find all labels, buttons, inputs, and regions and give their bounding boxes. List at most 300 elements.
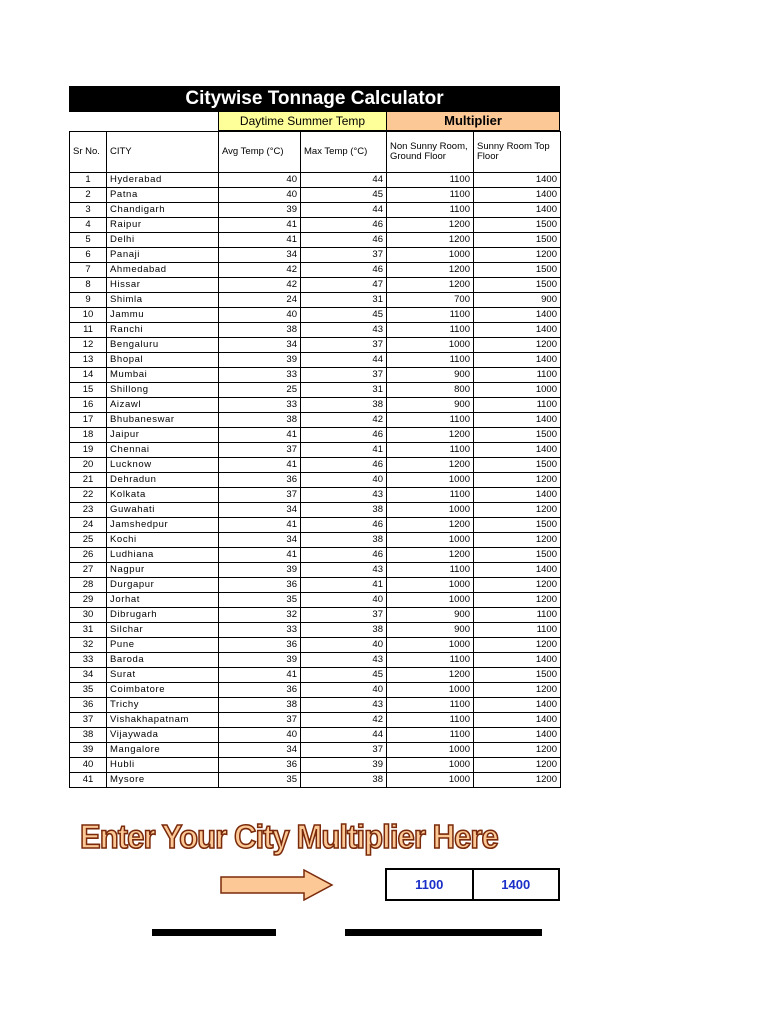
table-row <box>70 488 561 503</box>
non-sunny-cell: 900 <box>387 623 474 638</box>
max-temp-cell: 47 <box>301 278 387 293</box>
column-header-avg-temp: Avg Temp (°C) <box>219 132 301 173</box>
sunny-cell: 1400 <box>474 353 561 368</box>
avg-temp-cell: 38 <box>219 323 301 338</box>
non-sunny-cell: 1000 <box>387 743 474 758</box>
sunny-cell: 1200 <box>474 743 561 758</box>
city-cell: Shillong <box>107 383 219 398</box>
table-row <box>70 728 561 743</box>
avg-temp-cell: 24 <box>219 293 301 308</box>
table-row <box>70 398 561 413</box>
non-sunny-cell: 1100 <box>387 563 474 578</box>
city-cell: Durgapur <box>107 578 219 593</box>
max-temp-cell: 46 <box>301 518 387 533</box>
avg-temp-cell: 37 <box>219 713 301 728</box>
table-row <box>70 653 561 668</box>
city-cell: Aizawl <box>107 398 219 413</box>
city-cell: Patna <box>107 188 219 203</box>
max-temp-cell: 44 <box>301 353 387 368</box>
city-cell: Mysore <box>107 773 219 788</box>
sunny-multiplier-input[interactable]: 1400 <box>472 870 559 899</box>
non-sunny-cell: 1100 <box>387 728 474 743</box>
sr-no-cell: 12 <box>70 338 107 353</box>
non-sunny-cell: 1000 <box>387 683 474 698</box>
city-cell: Hissar <box>107 278 219 293</box>
max-temp-cell: 31 <box>301 293 387 308</box>
table-row <box>70 593 561 608</box>
city-cell: Vishakhapatnam <box>107 713 219 728</box>
city-cell: Ahmedabad <box>107 263 219 278</box>
sunny-cell: 1400 <box>474 413 561 428</box>
table-row <box>70 548 561 563</box>
city-cell: Bengaluru <box>107 338 219 353</box>
sunny-cell: 1500 <box>474 668 561 683</box>
non-sunny-cell: 1200 <box>387 668 474 683</box>
sr-no-cell: 27 <box>70 563 107 578</box>
avg-temp-cell: 33 <box>219 368 301 383</box>
table-row <box>70 743 561 758</box>
sr-no-cell: 3 <box>70 203 107 218</box>
table-row <box>70 533 561 548</box>
sunny-cell: 1400 <box>474 728 561 743</box>
table-row <box>70 263 561 278</box>
sunny-cell: 1200 <box>474 758 561 773</box>
avg-temp-cell: 33 <box>219 623 301 638</box>
sunny-cell: 1200 <box>474 593 561 608</box>
avg-temp-cell: 41 <box>219 428 301 443</box>
column-header-sr-no: Sr No. <box>70 132 107 173</box>
city-cell: Dibrugarh <box>107 608 219 623</box>
avg-temp-cell: 39 <box>219 203 301 218</box>
city-cell: Jaipur <box>107 428 219 443</box>
non-sunny-cell: 1000 <box>387 578 474 593</box>
city-cell: Delhi <box>107 233 219 248</box>
sr-no-cell: 20 <box>70 458 107 473</box>
sr-no-cell: 39 <box>70 743 107 758</box>
city-cell: Mumbai <box>107 368 219 383</box>
table-row <box>70 203 561 218</box>
table-row <box>70 683 561 698</box>
avg-temp-cell: 37 <box>219 488 301 503</box>
max-temp-cell: 46 <box>301 233 387 248</box>
table-row <box>70 698 561 713</box>
max-temp-cell: 43 <box>301 488 387 503</box>
sr-no-cell: 41 <box>70 773 107 788</box>
table-row <box>70 353 561 368</box>
non-sunny-cell: 900 <box>387 608 474 623</box>
avg-temp-cell: 38 <box>219 413 301 428</box>
bottom-header-bar-right <box>345 929 542 936</box>
sunny-cell: 1200 <box>474 503 561 518</box>
non-sunny-cell: 1000 <box>387 248 474 263</box>
city-cell: Jorhat <box>107 593 219 608</box>
sr-no-cell: 15 <box>70 383 107 398</box>
sr-no-cell: 36 <box>70 698 107 713</box>
table-row <box>70 608 561 623</box>
table-row <box>70 473 561 488</box>
city-cell: Dehradun <box>107 473 219 488</box>
avg-temp-cell: 36 <box>219 638 301 653</box>
non-sunny-cell: 1200 <box>387 518 474 533</box>
table-row <box>70 668 561 683</box>
non-sunny-cell: 1200 <box>387 548 474 563</box>
sunny-cell: 1500 <box>474 518 561 533</box>
city-cell: Chandigarh <box>107 203 219 218</box>
city-cell: Bhubaneswar <box>107 413 219 428</box>
max-temp-cell: 37 <box>301 608 387 623</box>
sunny-cell: 1000 <box>474 383 561 398</box>
avg-temp-cell: 41 <box>219 518 301 533</box>
sunny-cell: 1100 <box>474 608 561 623</box>
sr-no-cell: 16 <box>70 398 107 413</box>
avg-temp-cell: 35 <box>219 773 301 788</box>
max-temp-cell: 38 <box>301 533 387 548</box>
non-sunny-cell: 1200 <box>387 218 474 233</box>
max-temp-cell: 45 <box>301 188 387 203</box>
sr-no-cell: 30 <box>70 608 107 623</box>
sunny-cell: 1500 <box>474 428 561 443</box>
non-sunny-cell: 1100 <box>387 188 474 203</box>
non-sunny-cell: 1000 <box>387 503 474 518</box>
avg-temp-cell: 34 <box>219 533 301 548</box>
sr-no-cell: 37 <box>70 713 107 728</box>
sr-no-cell: 18 <box>70 428 107 443</box>
avg-temp-cell: 36 <box>219 758 301 773</box>
non-sunny-cell: 1100 <box>387 173 474 188</box>
sunny-cell: 1200 <box>474 683 561 698</box>
sunny-cell: 1200 <box>474 578 561 593</box>
sr-no-cell: 32 <box>70 638 107 653</box>
non-sunny-cell: 1000 <box>387 758 474 773</box>
non-sunny-cell: 1200 <box>387 233 474 248</box>
avg-temp-cell: 40 <box>219 188 301 203</box>
avg-temp-cell: 40 <box>219 728 301 743</box>
city-cell: Kochi <box>107 533 219 548</box>
avg-temp-cell: 40 <box>219 173 301 188</box>
max-temp-cell: 45 <box>301 308 387 323</box>
max-temp-cell: 46 <box>301 263 387 278</box>
city-cell: Hyderabad <box>107 173 219 188</box>
non-sunny-cell: 1000 <box>387 593 474 608</box>
table-row <box>70 248 561 263</box>
non-sunny-cell: 1000 <box>387 773 474 788</box>
max-temp-cell: 37 <box>301 338 387 353</box>
table-row <box>70 773 561 788</box>
city-cell: Coimbatore <box>107 683 219 698</box>
sr-no-cell: 34 <box>70 668 107 683</box>
column-header-sunny-room: Sunny Room Top Floor <box>474 132 561 173</box>
sr-no-cell: 40 <box>70 758 107 773</box>
max-temp-cell: 37 <box>301 368 387 383</box>
max-temp-cell: 45 <box>301 668 387 683</box>
sunny-cell: 1500 <box>474 458 561 473</box>
sunny-cell: 1200 <box>474 473 561 488</box>
max-temp-cell: 43 <box>301 698 387 713</box>
avg-temp-cell: 38 <box>219 698 301 713</box>
sunny-cell: 1200 <box>474 248 561 263</box>
non-sunny-cell: 1200 <box>387 428 474 443</box>
max-temp-cell: 37 <box>301 248 387 263</box>
sr-no-cell: 28 <box>70 578 107 593</box>
city-cell: Bhopal <box>107 353 219 368</box>
sunny-cell: 1400 <box>474 173 561 188</box>
avg-temp-cell: 39 <box>219 653 301 668</box>
table-row <box>70 758 561 773</box>
city-cell: Panaji <box>107 248 219 263</box>
avg-temp-cell: 35 <box>219 593 301 608</box>
avg-temp-cell: 41 <box>219 458 301 473</box>
table-row <box>70 578 561 593</box>
sunny-cell: 1400 <box>474 563 561 578</box>
sunny-cell: 1400 <box>474 488 561 503</box>
table-row <box>70 638 561 653</box>
max-temp-cell: 38 <box>301 503 387 518</box>
avg-temp-cell: 39 <box>219 563 301 578</box>
avg-temp-cell: 34 <box>219 503 301 518</box>
city-cell: Ranchi <box>107 323 219 338</box>
table-row <box>70 413 561 428</box>
sr-no-cell: 35 <box>70 683 107 698</box>
avg-temp-cell: 34 <box>219 338 301 353</box>
table-row <box>70 503 561 518</box>
table-header-row <box>70 132 561 173</box>
max-temp-cell: 42 <box>301 413 387 428</box>
city-cell: Nagpur <box>107 563 219 578</box>
table-row <box>70 278 561 293</box>
non-sunny-cell: 1100 <box>387 713 474 728</box>
non-sunny-cell: 700 <box>387 293 474 308</box>
non-sunny-cell: 800 <box>387 383 474 398</box>
sr-no-cell: 9 <box>70 293 107 308</box>
max-temp-cell: 42 <box>301 713 387 728</box>
column-header-max-temp: Max Temp (°C) <box>301 132 387 173</box>
sr-no-cell: 22 <box>70 488 107 503</box>
column-header-city: CITY <box>107 132 219 173</box>
sunny-cell: 1400 <box>474 713 561 728</box>
table-row <box>70 518 561 533</box>
non-sunny-cell: 1100 <box>387 353 474 368</box>
max-temp-cell: 46 <box>301 548 387 563</box>
max-temp-cell: 40 <box>301 683 387 698</box>
max-temp-cell: 38 <box>301 773 387 788</box>
enter-multiplier-heading: Enter Your City Multiplier Here <box>80 818 498 855</box>
sr-no-cell: 19 <box>70 443 107 458</box>
non-sunny-cell: 900 <box>387 368 474 383</box>
sunny-cell: 1500 <box>474 278 561 293</box>
sr-no-cell: 25 <box>70 533 107 548</box>
sunny-cell: 900 <box>474 293 561 308</box>
city-cell: Ludhiana <box>107 548 219 563</box>
max-temp-cell: 44 <box>301 203 387 218</box>
table-row <box>70 218 561 233</box>
avg-temp-cell: 34 <box>219 743 301 758</box>
max-temp-cell: 41 <box>301 443 387 458</box>
avg-temp-cell: 37 <box>219 443 301 458</box>
table-row <box>70 188 561 203</box>
max-temp-cell: 38 <box>301 623 387 638</box>
city-cell: Silchar <box>107 623 219 638</box>
sunny-cell: 1200 <box>474 533 561 548</box>
max-temp-cell: 40 <box>301 638 387 653</box>
max-temp-cell: 37 <box>301 743 387 758</box>
sr-no-cell: 13 <box>70 353 107 368</box>
table-row <box>70 458 561 473</box>
max-temp-cell: 44 <box>301 173 387 188</box>
non-sunny-cell: 1000 <box>387 638 474 653</box>
city-cell: Baroda <box>107 653 219 668</box>
sunny-cell: 1100 <box>474 368 561 383</box>
sr-no-cell: 14 <box>70 368 107 383</box>
max-temp-cell: 43 <box>301 323 387 338</box>
multiplier-header: Multiplier <box>386 112 560 131</box>
sr-no-cell: 38 <box>70 728 107 743</box>
avg-temp-cell: 33 <box>219 398 301 413</box>
avg-temp-cell: 39 <box>219 353 301 368</box>
city-cell: Lucknow <box>107 458 219 473</box>
sunny-cell: 1400 <box>474 308 561 323</box>
avg-temp-cell: 41 <box>219 218 301 233</box>
sunny-cell: 1100 <box>474 623 561 638</box>
city-cell: Surat <box>107 668 219 683</box>
city-cell: Jamshedpur <box>107 518 219 533</box>
sr-no-cell: 24 <box>70 518 107 533</box>
max-temp-cell: 43 <box>301 563 387 578</box>
max-temp-cell: 46 <box>301 428 387 443</box>
table-row <box>70 173 561 188</box>
sunny-cell: 1400 <box>474 188 561 203</box>
avg-temp-cell: 40 <box>219 308 301 323</box>
sr-no-cell: 17 <box>70 413 107 428</box>
max-temp-cell: 46 <box>301 458 387 473</box>
non-sunny-cell: 900 <box>387 398 474 413</box>
max-temp-cell: 38 <box>301 398 387 413</box>
non-sunny-cell: 1200 <box>387 263 474 278</box>
sunny-cell: 1200 <box>474 638 561 653</box>
table-row <box>70 713 561 728</box>
bottom-header-bar-left <box>152 929 276 936</box>
city-cell: Shimla <box>107 293 219 308</box>
non-sunny-cell: 1200 <box>387 278 474 293</box>
sunny-cell: 1400 <box>474 653 561 668</box>
avg-temp-cell: 41 <box>219 668 301 683</box>
avg-temp-cell: 42 <box>219 263 301 278</box>
avg-temp-cell: 25 <box>219 383 301 398</box>
non-sunny-cell: 1000 <box>387 473 474 488</box>
non-sunny-cell: 1100 <box>387 653 474 668</box>
sr-no-cell: 1 <box>70 173 107 188</box>
table-row <box>70 443 561 458</box>
sunny-cell: 1400 <box>474 323 561 338</box>
max-temp-cell: 44 <box>301 728 387 743</box>
city-cell: Trichy <box>107 698 219 713</box>
city-cell: Guwahati <box>107 503 219 518</box>
sunny-cell: 1400 <box>474 698 561 713</box>
non-sunny-cell: 1100 <box>387 488 474 503</box>
sr-no-cell: 8 <box>70 278 107 293</box>
table-row <box>70 308 561 323</box>
sr-no-cell: 29 <box>70 593 107 608</box>
max-temp-cell: 40 <box>301 593 387 608</box>
max-temp-cell: 39 <box>301 758 387 773</box>
sr-no-cell: 21 <box>70 473 107 488</box>
avg-temp-cell: 36 <box>219 473 301 488</box>
non-sunny-cell: 1000 <box>387 338 474 353</box>
table-row <box>70 233 561 248</box>
non-sunny-cell: 1200 <box>387 458 474 473</box>
avg-temp-cell: 41 <box>219 548 301 563</box>
sr-no-cell: 33 <box>70 653 107 668</box>
table-row <box>70 338 561 353</box>
sr-no-cell: 5 <box>70 233 107 248</box>
avg-temp-cell: 41 <box>219 233 301 248</box>
table-row <box>70 323 561 338</box>
city-cell: Raipur <box>107 218 219 233</box>
sunny-cell: 1500 <box>474 263 561 278</box>
city-cell: Mangalore <box>107 743 219 758</box>
avg-temp-cell: 36 <box>219 683 301 698</box>
sunny-cell: 1500 <box>474 233 561 248</box>
sunny-cell: 1400 <box>474 203 561 218</box>
sr-no-cell: 7 <box>70 263 107 278</box>
right-arrow-icon <box>220 869 334 901</box>
table-row <box>70 383 561 398</box>
non-sunny-multiplier-input[interactable]: 1100 <box>415 877 444 892</box>
table-row <box>70 563 561 578</box>
table-row <box>70 428 561 443</box>
sunny-cell: 1500 <box>474 218 561 233</box>
sr-no-cell: 26 <box>70 548 107 563</box>
sunny-cell: 1200 <box>474 338 561 353</box>
avg-temp-cell: 32 <box>219 608 301 623</box>
table-row <box>70 623 561 638</box>
non-sunny-cell: 1100 <box>387 698 474 713</box>
max-temp-cell: 40 <box>301 473 387 488</box>
non-sunny-cell: 1100 <box>387 443 474 458</box>
sr-no-cell: 6 <box>70 248 107 263</box>
sunny-cell: 1400 <box>474 443 561 458</box>
city-cell: Jammu <box>107 308 219 323</box>
non-sunny-cell: 1100 <box>387 308 474 323</box>
non-sunny-cell: 1100 <box>387 323 474 338</box>
daytime-summer-temp-header: Daytime Summer Temp <box>218 112 386 131</box>
sunny-cell: 1500 <box>474 548 561 563</box>
city-tonnage-table <box>69 131 561 788</box>
max-temp-cell: 43 <box>301 653 387 668</box>
city-cell: Hubli <box>107 758 219 773</box>
page-title: Citywise Tonnage Calculator <box>69 86 560 112</box>
max-temp-cell: 41 <box>301 578 387 593</box>
avg-temp-cell: 34 <box>219 248 301 263</box>
table-row <box>70 293 561 308</box>
non-sunny-cell: 1000 <box>387 533 474 548</box>
sr-no-cell: 2 <box>70 188 107 203</box>
sr-no-cell: 10 <box>70 308 107 323</box>
avg-temp-cell: 42 <box>219 278 301 293</box>
sr-no-cell: 23 <box>70 503 107 518</box>
sunny-cell: 1200 <box>474 773 561 788</box>
column-header-non-sunny-room: Non Sunny Room, Ground Floor <box>387 132 474 173</box>
sr-no-cell: 4 <box>70 218 107 233</box>
sunny-cell: 1100 <box>474 398 561 413</box>
city-cell: Kolkata <box>107 488 219 503</box>
avg-temp-cell: 36 <box>219 578 301 593</box>
sr-no-cell: 31 <box>70 623 107 638</box>
max-temp-cell: 31 <box>301 383 387 398</box>
multiplier-input-box <box>385 868 560 901</box>
non-sunny-cell: 1100 <box>387 413 474 428</box>
city-cell: Chennai <box>107 443 219 458</box>
sr-no-cell: 11 <box>70 323 107 338</box>
